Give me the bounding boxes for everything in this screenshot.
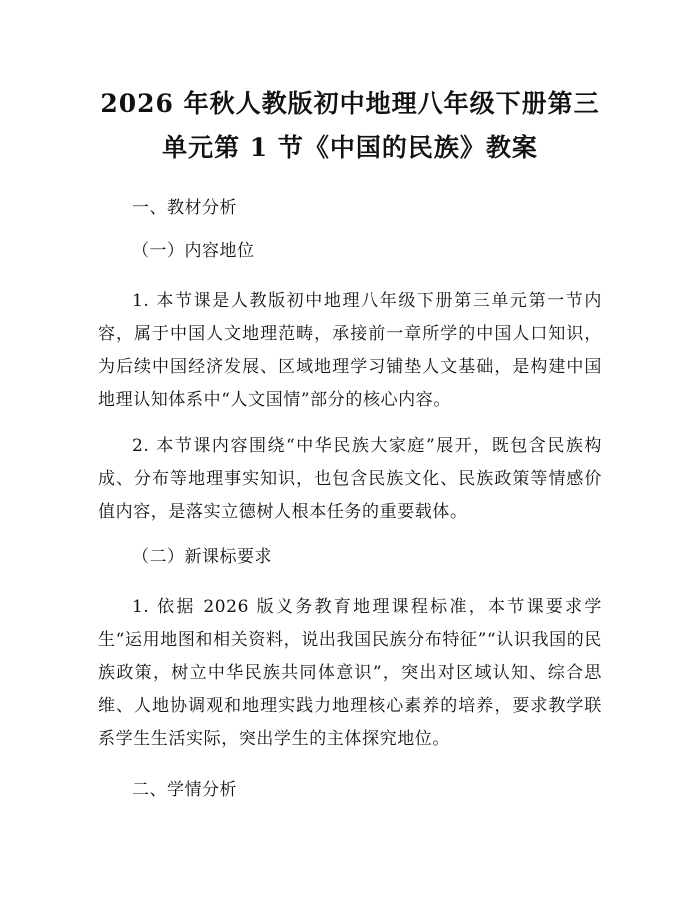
subsection-heading-curriculum-requirements: （二）新课标要求 <box>132 547 272 567</box>
paragraph-curriculum-requirements-1: 1. 依据 2026 版义务教育地理课程标准，本节课要求学生“运用地图和相关资料，说出我国民族分布特征”“认识我国的民族政策，树立中华民族共同体意识”，突出对区域认知、综合思维、人地协调观和地理实践力地理核心素养的培养，要求教学联系学生生活实际，突出学生的主体探究地位。 <box>98 597 602 749</box>
document-title: 2026 年秋人教版初中地理八年级下册第三单元第 1 节《中国的民族》教案 <box>100 89 600 162</box>
section-heading-teaching-material-analysis: 一、教材分析 <box>132 198 237 218</box>
spacer <box>98 417 602 430</box>
spacer <box>98 529 602 542</box>
paragraph-content-position-1: 1. 本节课是人教版初中地理八年级下册第三单元第一节内容，属于中国人文地理范畴，承接前一章所学的中国人口知识，为后续中国经济发展、区域地理学习铺垫人文基础，是构建中国地理认知体系中“人文国情”部分的核心内容。 <box>98 291 602 410</box>
spacer <box>98 266 602 285</box>
subsection-heading-content-position: （一）内容地位 <box>132 241 255 261</box>
section-heading-student-analysis: 二、学情分析 <box>132 780 237 800</box>
spacer <box>98 572 602 591</box>
spacer <box>98 223 602 236</box>
paragraph-content-position-2: 2. 本节课内容围绕“中华民族大家庭”展开，既包含民族构成、分布等地理事实知识，也包含民族文化、民族政策等情感价值内容，是落实立德树人根本任务的重要载体。 <box>98 436 602 522</box>
spacer <box>98 756 602 775</box>
